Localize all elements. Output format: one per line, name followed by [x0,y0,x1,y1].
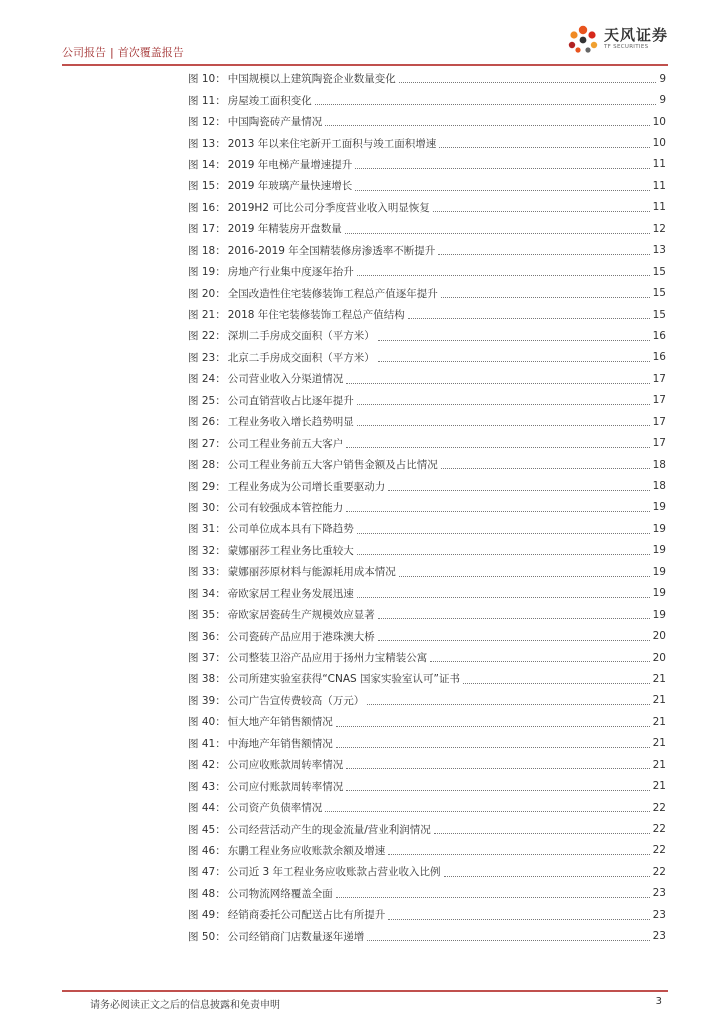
figure-page-number: 15 [652,308,666,321]
figure-title: 公司所建实验室获得“CNAS 国家实验室认可”证书 [227,673,460,686]
figure-title: 全国改造性住宅装修装饰工程总产值逐年提升 [227,287,438,300]
dot-leader [346,789,649,791]
dot-leader [388,918,649,920]
figure-title: 公司直销营收占比逐年提升 [227,394,354,407]
figure-number: 图 30： [188,501,226,514]
figure-number: 图 39： [188,694,226,707]
header-separator: | [110,46,114,59]
figure-title: 中国规模以上建筑陶瓷企业数量变化 [227,73,396,86]
dot-leader [325,810,649,812]
figure-number: 图 45： [188,823,226,836]
toc-entry[interactable] [188,926,666,947]
toc-entry[interactable] [188,497,666,518]
figure-title: 2019 年精装房开盘数量 [227,223,342,236]
figure-title: 公司广告宣传费较高（万元） [227,694,365,707]
dot-leader [346,510,649,512]
toc-entry[interactable] [188,325,666,346]
figure-number: 图 21： [188,309,226,322]
figure-page-number: 9 [659,72,666,85]
figure-title: 东鹏工程业务应收账款余额及增速 [227,844,386,857]
figure-number: 图 16： [188,201,226,214]
figure-title: 房地产行业集中度逐年抬升 [227,266,354,279]
figure-title: 工程业务收入增长趋势明显 [227,416,354,429]
figure-number: 图 27： [188,437,226,450]
figure-number: 图 19： [188,266,226,279]
dot-leader [367,703,649,705]
figure-number: 图 42： [188,759,226,772]
dot-leader [357,596,650,598]
dot-leader [399,81,657,83]
toc-entry[interactable] [188,904,666,925]
figure-title: 公司经营活动产生的现金流量/营业利润情况 [227,823,431,836]
figure-number: 图 34： [188,587,226,600]
toc-entry[interactable] [188,711,666,732]
dot-leader [378,360,650,362]
dot-leader [357,274,650,276]
figure-title: 公司应付账款周转率情况 [227,780,344,793]
dot-leader [399,575,650,577]
figure-number: 图 38： [188,673,226,686]
dot-leader [346,767,649,769]
figure-title: 中国陶瓷砖产量情况 [227,116,323,129]
figure-number: 图 25： [188,394,226,407]
toc-entry[interactable] [188,840,666,861]
dot-leader [346,446,649,448]
toc-entry[interactable] [188,861,666,882]
dot-leader [336,725,650,727]
toc-entry[interactable] [188,368,666,389]
toc-entry[interactable] [188,540,666,561]
dot-leader [430,660,649,662]
figure-number: 图 24： [188,373,226,386]
figure-title: 2019 年电梯产量增速提升 [227,158,353,171]
figure-title: 工程业务成为公司增长重要驱动力 [227,480,386,493]
toc-entry[interactable] [188,454,666,475]
figure-page-number: 17 [652,372,666,385]
figure-number: 图 33： [188,566,226,579]
toc-entry[interactable] [188,625,666,646]
dot-leader [315,103,657,105]
toc-entry[interactable] [188,347,666,368]
figure-title: 公司物流网络覆盖全面 [227,887,333,900]
figure-title: 中海地产年销售额情况 [227,737,333,750]
figure-page-number: 22 [652,844,666,857]
dot-leader [378,339,650,341]
dot-leader [378,617,650,619]
logo-chinese-name: 天风证券 [603,25,668,44]
figure-title: 房屋竣工面积变化 [227,94,312,107]
figure-number: 图 14： [188,158,226,171]
figure-page-number: 11 [652,201,666,214]
toc-entry[interactable] [188,818,666,839]
toc-entry[interactable] [188,197,666,218]
figure-number: 图 50： [188,930,226,943]
figure-title: 公司工程业务前五大客户销售金额及占比情况 [227,459,438,472]
dot-leader [345,232,650,234]
figure-title: 2018 年住宅装修装饰工程总产值结构 [227,309,405,322]
figure-page-number: 18 [652,480,666,493]
figure-page-number: 21 [652,715,666,728]
figure-number: 图 11： [188,94,226,107]
toc-entry[interactable] [188,754,666,775]
figure-page-number: 21 [652,672,666,685]
toc-entry[interactable] [188,647,666,668]
figure-list [188,68,666,947]
dot-leader [388,489,649,491]
toc-entry[interactable] [188,261,666,282]
tf-securities-logo [566,24,668,54]
figure-page-number: 23 [652,887,666,900]
dot-leader [357,403,650,405]
dot-leader [336,746,650,748]
figure-page-number: 15 [652,287,666,300]
figure-number: 图 37： [188,652,226,665]
toc-entry[interactable] [188,411,666,432]
figure-number: 图 20： [188,287,226,300]
figure-title: 蒙娜丽莎工程业务比重较大 [227,544,354,557]
toc-entry[interactable] [188,68,666,89]
figure-page-number: 17 [652,415,666,428]
toc-entry[interactable] [188,690,666,711]
footer-disclaimer: 请务必阅读正文之后的信息披露和免责申明 [90,1000,280,1011]
toc-entry[interactable] [188,733,666,754]
figure-page-number: 21 [652,780,666,793]
toc-entry[interactable] [188,282,666,303]
figure-page-number: 10 [652,137,666,150]
figure-number: 图 13： [188,137,226,150]
figure-title: 公司应收账款周转率情况 [227,759,344,772]
toc-entry[interactable] [188,668,666,689]
toc-entry[interactable] [188,561,666,582]
figure-number: 图 12： [188,116,226,129]
dot-leader [325,124,649,126]
figure-number: 图 44： [188,802,226,815]
figure-number: 图 29： [188,480,226,493]
figure-title: 公司经销商门店数量逐年递增 [227,930,365,943]
figure-number: 图 32： [188,544,226,557]
figure-title: 公司有较强成本管控能力 [227,501,344,514]
figure-title: 蒙娜丽莎原材料与能源耗用成本情况 [227,566,396,579]
figure-title: 公司工程业务前五大客户 [227,437,344,450]
dot-leader [388,853,649,855]
figure-number: 图 22： [188,330,226,343]
report-category: 公司报告 [62,46,106,59]
dot-leader [439,146,649,148]
figure-number: 图 15： [188,180,226,193]
toc-entry[interactable] [188,883,666,904]
figure-title: 公司营业收入分渠道情况 [227,373,344,386]
figure-page-number: 20 [652,651,666,664]
footer-divider [62,990,668,992]
dot-leader [444,875,650,877]
dot-leader [434,832,650,834]
toc-entry[interactable] [188,154,666,175]
figure-page-number: 22 [652,865,666,878]
figure-title: 公司近 3 年工程业务应收账款占营业收入比例 [227,866,441,879]
figure-page-number: 21 [652,694,666,707]
figure-page-number: 22 [652,801,666,814]
toc-entry[interactable] [188,583,666,604]
figure-page-number: 16 [652,351,666,364]
figure-title: 2019H2 可比公司分季度营业收入明显恢复 [227,201,430,214]
figure-number: 图 46： [188,844,226,857]
dot-leader [433,210,650,212]
tf-flower-logo-icon [566,24,600,54]
figure-page-number: 21 [652,737,666,750]
figure-page-number: 11 [652,179,666,192]
toc-entry[interactable] [188,175,666,196]
report-type-label [62,44,184,60]
dot-leader [463,682,650,684]
dot-leader [357,553,650,555]
toc-entry[interactable] [188,432,666,453]
figure-number: 图 18： [188,244,226,257]
figure-number: 图 47： [188,866,226,879]
figure-title: 深圳二手房成交面积（平方米） [227,330,375,343]
figure-page-number: 15 [652,265,666,278]
figure-number: 图 17： [188,223,226,236]
dot-leader [378,639,650,641]
report-subtype: 首次覆盖报告 [117,46,184,59]
dot-leader [336,896,650,898]
figure-page-number: 16 [652,329,666,342]
figure-page-number: 19 [652,608,666,621]
toc-entry[interactable] [188,240,666,261]
page-header [62,25,668,66]
figure-page-number: 12 [652,222,666,235]
toc-entry[interactable] [188,111,666,132]
figure-page-number: 19 [652,544,666,557]
figure-page-number: 17 [652,437,666,450]
figure-title: 经销商委托公司配送占比有所提升 [227,909,386,922]
figure-title: 2013 年以来住宅新开工面积与竣工面积增速 [227,137,437,150]
dot-leader [441,296,650,298]
toc-entry[interactable] [188,475,666,496]
toc-entry[interactable] [188,304,666,325]
figure-title: 公司瓷砖产品应用于港珠澳大桥 [227,630,375,643]
figure-number: 图 36： [188,630,226,643]
logo-english-name: TF SECURITIES [603,43,649,50]
figure-page-number: 22 [652,823,666,836]
figure-page-number: 9 [659,94,666,107]
figure-title: 2016-2019 年全国精装修房渗透率不断提升 [227,244,436,257]
dot-leader [441,467,650,469]
dot-leader [438,253,649,255]
figure-number: 图 41： [188,737,226,750]
toc-entry[interactable] [188,132,666,153]
dot-leader [367,939,649,941]
figure-title: 帝欧家居瓷砖生产规模效应显著 [227,609,375,622]
dot-leader [408,317,650,319]
figure-title: 恒大地产年销售额情况 [227,716,333,729]
toc-entry[interactable] [188,518,666,539]
header-divider [62,64,668,66]
figure-title: 帝欧家居工程业务发展迅速 [227,587,354,600]
toc-entry[interactable] [188,390,666,411]
dot-leader [357,532,650,534]
toc-entry[interactable] [188,218,666,239]
toc-entry[interactable] [188,89,666,110]
figure-page-number: 19 [652,522,666,535]
figure-number: 图 10： [188,73,226,86]
figure-number: 图 40： [188,716,226,729]
figure-title: 公司整装卫浴产品应用于扬州力宝精装公寓 [227,652,428,665]
figure-number: 图 23： [188,351,226,364]
dot-leader [357,424,650,426]
figure-page-number: 20 [652,630,666,643]
figure-number: 图 35： [188,609,226,622]
figure-title: 2019 年玻璃产量快速增长 [227,180,353,193]
figure-page-number: 17 [652,394,666,407]
figure-number: 图 49： [188,909,226,922]
figure-number: 图 26： [188,416,226,429]
figure-page-number: 11 [652,158,666,171]
figure-page-number: 19 [652,587,666,600]
figure-page-number: 19 [652,565,666,578]
toc-entry[interactable] [188,604,666,625]
toc-entry[interactable] [188,797,666,818]
figure-page-number: 23 [652,908,666,921]
figure-number: 图 28： [188,459,226,472]
figure-page-number: 18 [652,458,666,471]
figure-number: 图 48： [188,887,226,900]
figure-title: 公司资产负债率情况 [227,802,323,815]
toc-entry[interactable] [188,775,666,796]
page-number: 3 [655,996,662,1007]
dot-leader [346,382,649,384]
figure-page-number: 13 [652,244,666,257]
dot-leader [355,189,649,191]
figure-page-number: 10 [652,115,666,128]
dot-leader [355,167,649,169]
figure-page-number: 23 [652,930,666,943]
figure-title: 北京二手房成交面积（平方米） [227,351,375,364]
figure-number: 图 43： [188,780,226,793]
figure-page-number: 21 [652,758,666,771]
figure-title: 公司单位成本具有下降趋势 [227,523,354,536]
figure-number: 图 31： [188,523,226,536]
figure-page-number: 19 [652,501,666,514]
